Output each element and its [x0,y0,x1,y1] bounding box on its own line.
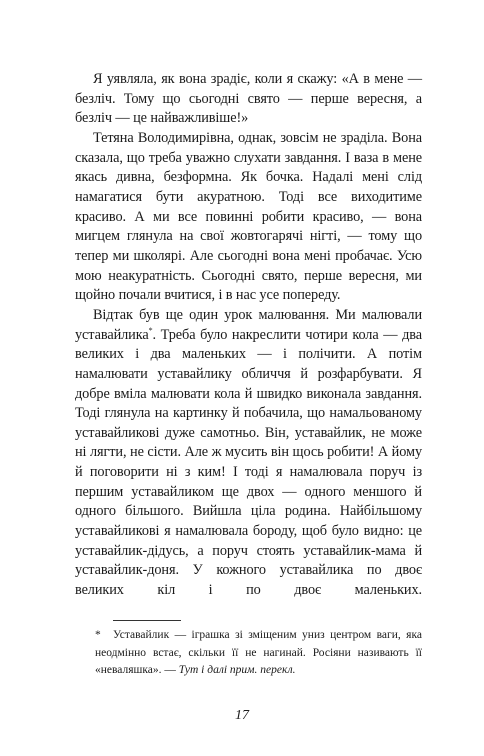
paragraph-3 [75,306,422,601]
paragraph-2: Тетяна Володимирівна, однак, зовсім не зраділа. Вона сказала, що треба уважно слухати завдання. І ваза в мене якась дивна, безформна. Як бочка. Надалі мені слід намагатися бути акуратною. Тоді все виходитиме красиво. А ми все повинні робити красиво, — вона мигцем глянула на свої жовтогарячі нігті, — тому що тепер ми школярі. Але сьогодні вона мені пробачає. Усю мою неакуратність. Сьогодні свято, перше вересня, ми щойно почали вчитися, і в нас усе попереду. [75,129,422,304]
paragraph-1: Я уявляла, як вона зрадіє, коли я скажу: «А в мене — безліч. Тому що сьогодні свято — перше вересня, а безліч — це найважливіше!» [75,71,422,127]
footnote-reference[interactable]: * [148,325,153,335]
body-text [75,70,422,601]
footnote-text: Уставайлик — іграшка зі зміщеним униз центром ваги, яка неодмінно встає, скільки її не нагинай. Росіяни називають її «неваляшка». — [95,629,422,676]
footnote-divider [113,620,181,621]
footnote-translator-note: Тут і далі прим. перекл. [178,664,296,676]
page-number: 17 [235,708,249,723]
paragraph-3-rest: . Треба було накреслити чотири кола — два великих і два маленьких — і полічити. А потім намалювати уставайлику обличчя й розфарбувати. Я добре вміла малювати кола й швидко виконала завдання. Тоді глянула на картинку й побачила, що намальованому уставайликові дуже самотньо. Він, уставайлик, не може ні лягти, не сісти. Але ж мусить він щось робити! А йому й поговорити ні з ким! І тоді я намалювала поруч із першим уставайликом ще двох — одного меншого й одного більшого. Вийшла ціла родина. Найбільшому уставайликові я намалювала бороду, щоб було видно: це уставайлик-дідусь, а поруч стоять уставайлик-мама й уставайлик-доня. У кожного уставайлика по двоє великих кіл і по двоє маленьких. [75,326,422,599]
page-body [75,70,422,601]
footnote [95,627,422,680]
footnote-mark: * [95,629,101,641]
paragraph-3-start: Відтак був ще один урок малювання. Ми малювали уставайлика [75,306,422,343]
